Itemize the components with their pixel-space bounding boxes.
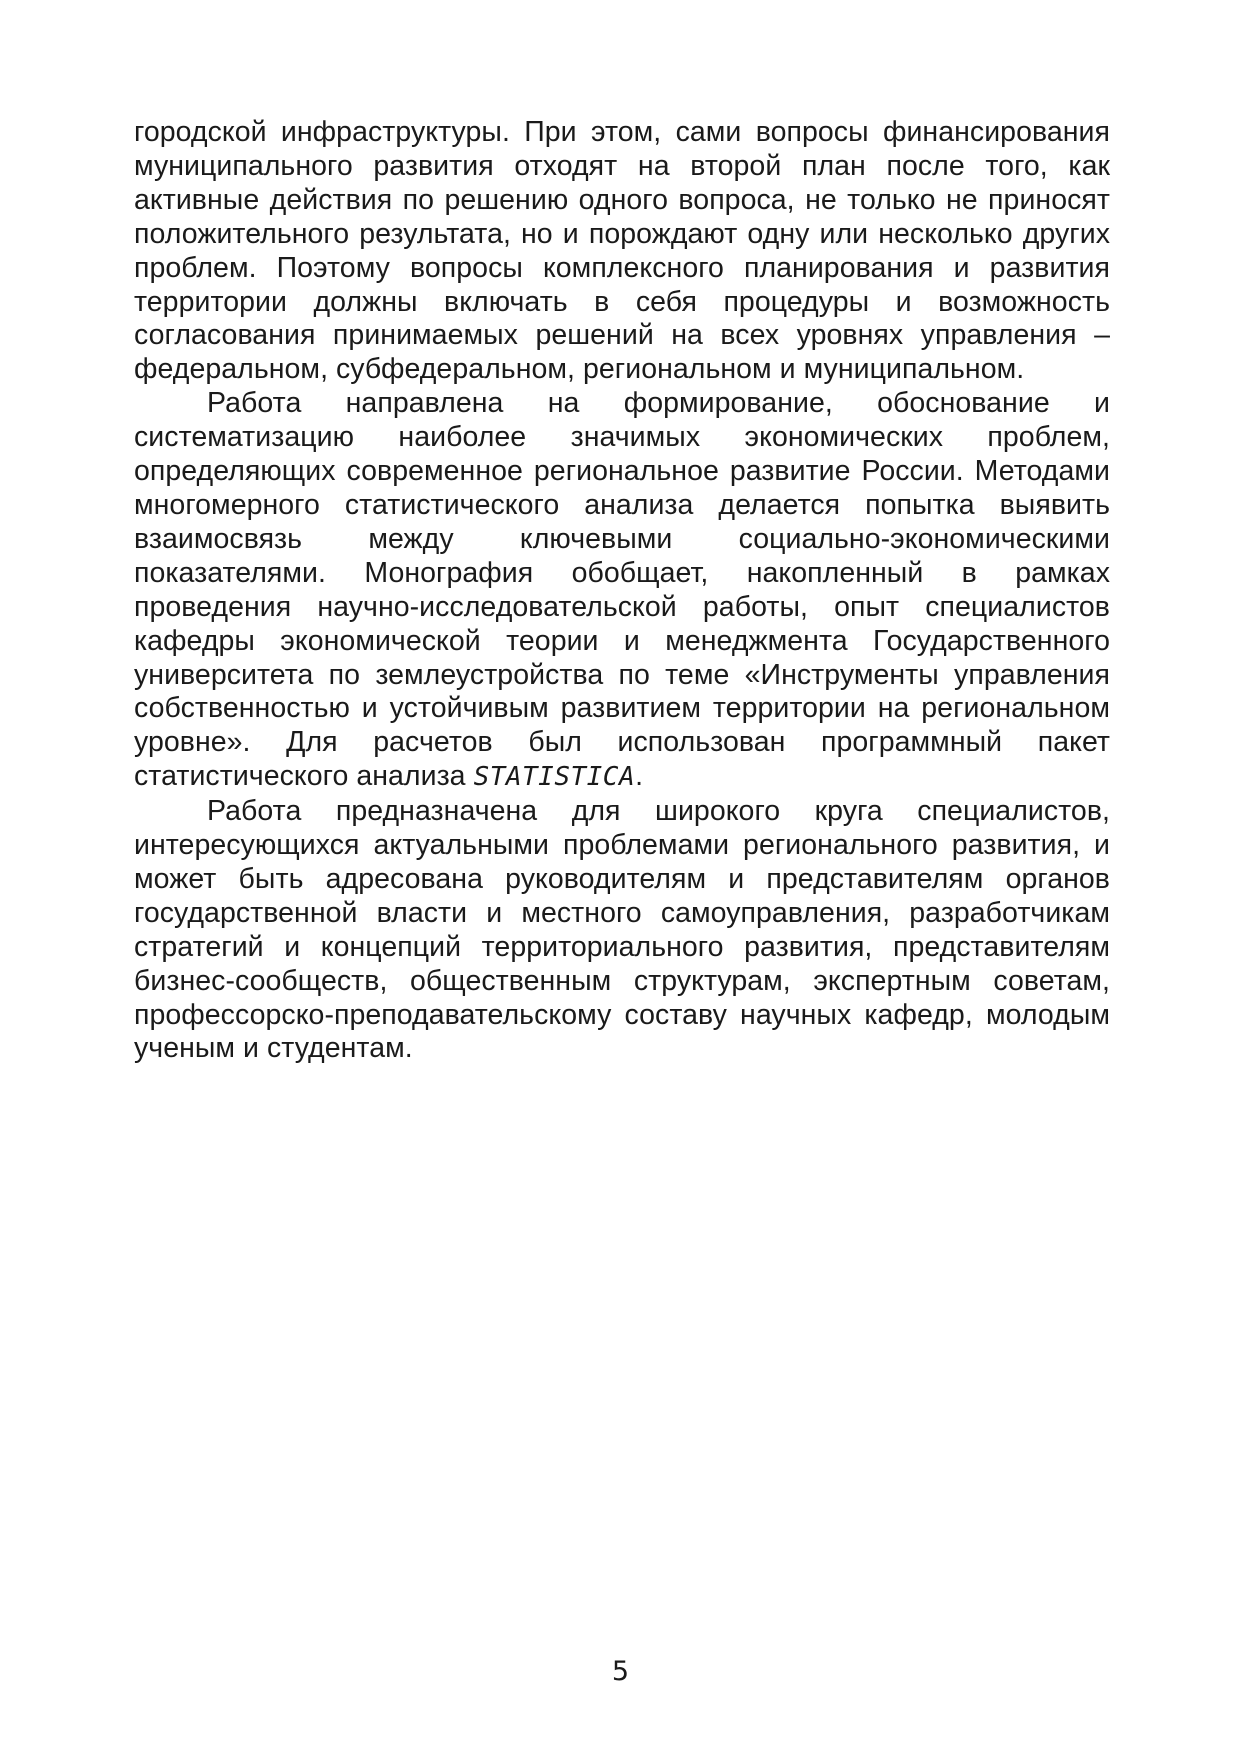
paragraph-2 (134, 387, 1110, 795)
body-text (134, 116, 1110, 1066)
paragraph-2-text: Работа направлена на формирование, обоснование и систематизацию наиболее значимых экономических проблем, определяющих современное региональное развитие России. Методами многомерного статистического анализа делается попытка выявить взаимосвязь между ключевыми социально-экономическими показателями. Монография обобщает, накопленный в рамках проведения научно-исследовательской работы, опыт специалистов кафедры экономической теории и менеджмента Государственного университета по землеустройства по теме «Инструменты управления собственностью и устойчивым развитием территории на региональном уровне». Для расчетов был использован программный пакет статистического анализа (134, 387, 1110, 793)
page-number: 5 (611, 1656, 630, 1687)
paragraph-3: Работа предназначена для широкого круга специалистов, интересующихся актуальными проблемами регионального развития, и может быть адресована руководителям и представителям органов государственной власти и местного самоуправления, разработчикам стратегий и концепций территориального развития, представителям бизнес-сообществ, общественным структурам, экспертным советам, профессорско-преподавательскому составу научных кафедр, молодым ученым и студентам. (134, 795, 1110, 1065)
paragraph-1: городской инфраструктуры. При этом, сами вопросы финансирования муниципального развития отходят на второй план после того, как активные действия по решению одного вопроса, не только не приносят положительного результата, но и порождают одну или несколько других проблем. Поэтому вопросы комплексного планирования и развития территории должны включать в себя процедуры и возможность согласования принимаемых решений на всех уровнях управления – федеральном, субфедеральном, региональном и муниципальном. (134, 116, 1110, 386)
paragraph-2-end: . (635, 760, 644, 793)
software-name: STATISTICA (473, 762, 636, 793)
